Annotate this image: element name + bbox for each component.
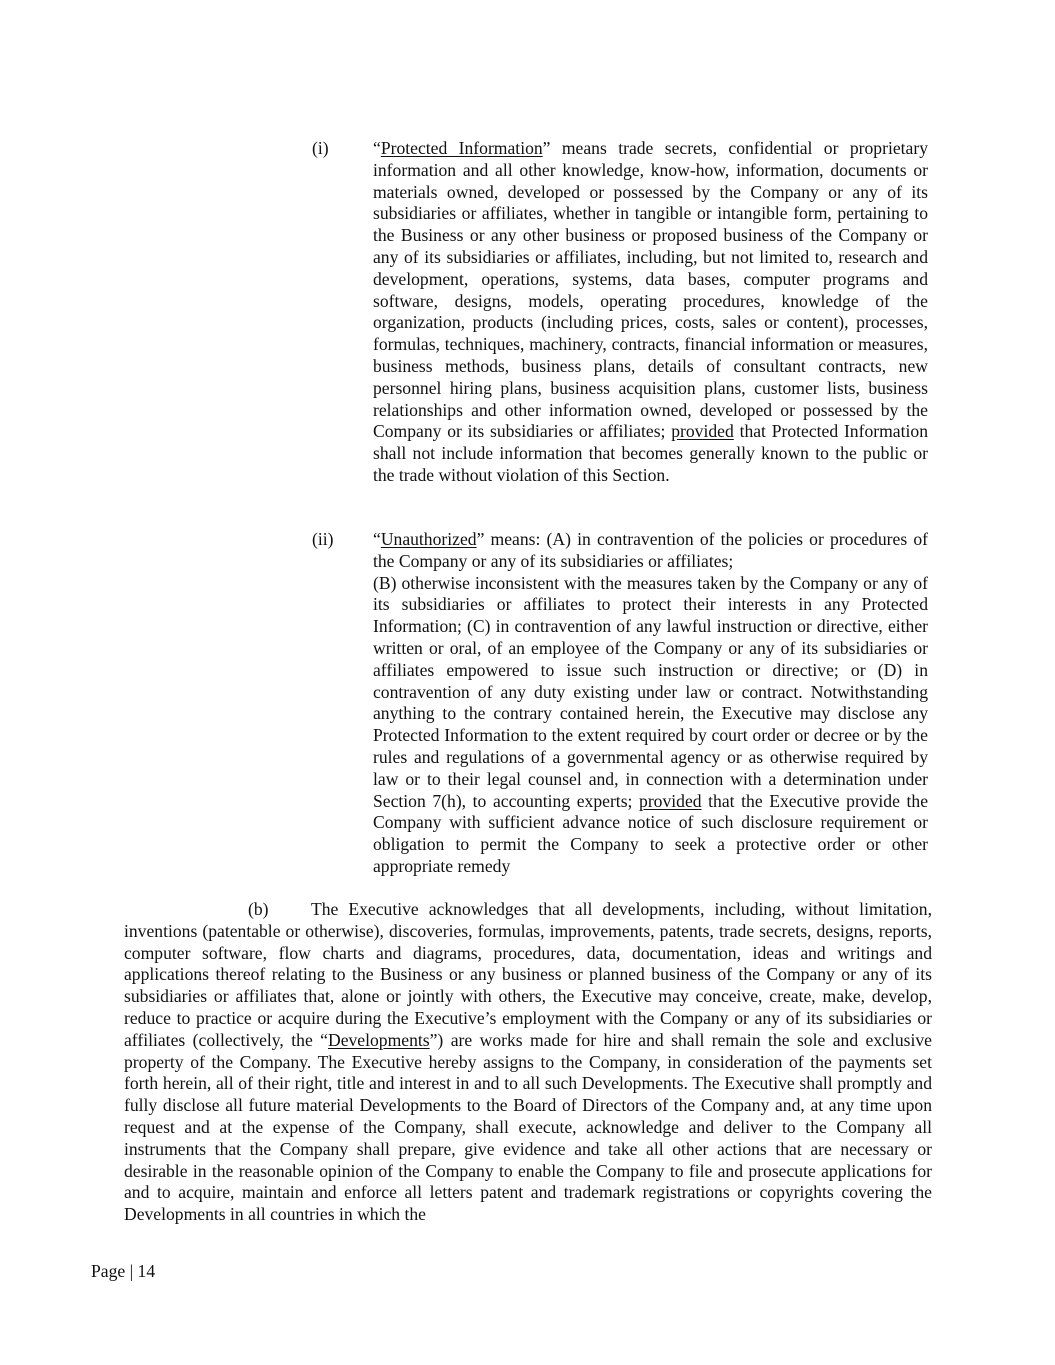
item-number: (ii) [312,529,334,549]
provided-term: provided [671,421,734,442]
paragraph-b: (b) The Executive acknowledges that all developments, including, without limitation, inventions (patentable or otherwise), discoveries, formulas, improvements, patents, trade secrets, designs, reports, computer software, flow charts and diagrams, procedures, data, documentation, ideas and writings and applications thereof relating to the Business or any business or planned business of the Company or any of its subsidiaries or affiliates that, alone or jointly with others, the Executive may conceive, create, make, develop, reduce to practice or acquire during the Executive’s employment with the Company or any of its subsidiaries or affiliates (collectively, the “Developments”) are works made for hire and shall remain the sole and exclusive property of the Company. The Executive hereby assigns to the Company, in consideration of the payments set forth herein, all of their right, title and interest in and to all such Developments. The Executive shall promptly and fully disclose all future material Developments to the Board of Directors of the Company and, at any time upon request and at the expense of the Company, shall execute, acknowledge and deliver to the Company all instruments that the Company shall prepare, give evidence and take all other actions that are necessary or desirable in the reasonable opinion of the Company to enable the Company to file and prosecute applications for and to acquire, maintain and enforce all letters patent and trademark registrations or copyrights covering the Developments in all countries in which the [124,899,932,1225]
definition-text: “Unauthorized” means: (A) in contravention of the policies or procedures of the Company or any of its subsidiaries or affiliates; (B) otherwise inconsistent with the measures taken by the Company or any of its subsidiaries or affiliates to protect their interests in any Protected Information; (C) in contravention of any lawful instruction or directive, either written or oral, of an employee of the Company or any of its subsidiaries or affiliates empowered to issue such instruction or directive; or (D) in contravention of any duty existing under law or contract. Notwithstanding anything to the contrary contained herein, the Executive may disclose any Protected Information to the extent required by court order or decree or by the rules and regulations of a governmental agency or as otherwise required by law or to their legal counsel and, in connection with a determination under Section 7(h), to accounting experts; provided that the Executive provide the Company with sufficient advance notice of such disclosure requirement or obligation to permit the Company to seek a protective order or other appropriate remedy [373,529,929,876]
definition-text: “Protected Information” means trade secrets, confidential or proprietary information and all other knowledge, know-how, information, documents or materials owned, developed or possessed by the Company or any of its subsidiaries or affiliates, whether in tangible or intangible form, pertaining to the Business or any other business or proposed business of the Company or any of its subsidiaries or affiliates, including, but not limited to, research and development, operations, systems, data bases, computer programs and software, designs, models, operating procedures, knowledge of the organization, products (including prices, costs, sales or content), processes, formulas, techniques, machinery, contracts, financial information or measures, business methods, business plans, details of consultant contracts, new personnel hiring plans, business acquisition plans, customer lists, business relationships and other information owned, developed or possessed by the Company or its subsidiaries or affiliates; provided that Protected Information shall not include information that becomes generally known to the public or the trade without violation of this Section. [373,138,928,485]
defined-term: Protected Information [380,138,543,158]
defined-term: Developments [327,1029,430,1050]
defined-term: Unauthorized [380,529,477,549]
item-number: (i) [312,138,329,158]
paragraph-label: (b) [248,899,269,919]
provided-term: provided [639,790,702,811]
page-footer: Page | 14 [91,1261,156,1281]
